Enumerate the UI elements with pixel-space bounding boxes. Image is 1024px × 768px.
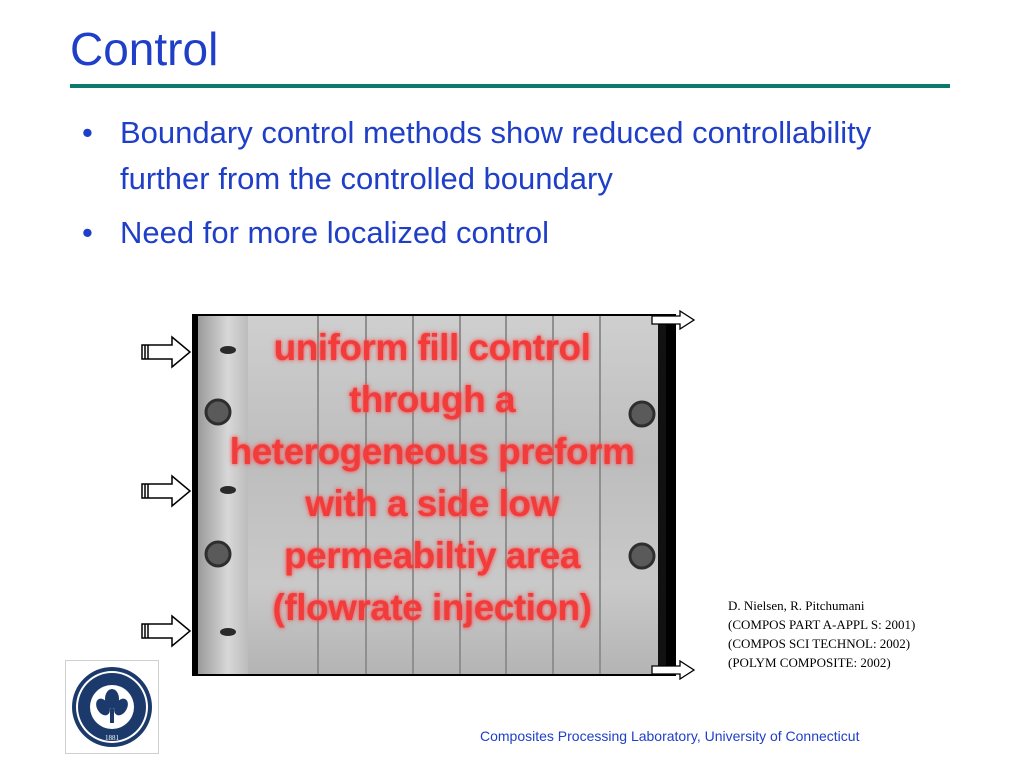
bullet-marker: • (82, 115, 93, 150)
bullet-marker: • (82, 215, 93, 250)
overlay-line: (flowrate injection) (272, 587, 592, 628)
overlay-line: heterogeneous preform (229, 431, 635, 472)
outlet-arrow-icon (650, 660, 696, 680)
bullet-item (82, 210, 882, 256)
inlet-arrow-icon (140, 335, 192, 369)
bullet-item (82, 110, 882, 202)
overlay-line: uniform fill control (273, 327, 591, 368)
citation-line: D. Nielsen, R. Pitchumani (728, 598, 865, 613)
overlay-caption (198, 322, 666, 634)
inlet-arrow-icon (140, 614, 192, 648)
citation (728, 596, 915, 672)
citation-line: (POLYM COMPOSITE: 2002) (728, 655, 891, 670)
overlay-line: through a (348, 379, 516, 420)
citation-line: (COMPOS PART A-APPL S: 2001) (728, 617, 916, 632)
seal-year: 1881 (105, 734, 119, 742)
outlet-arrow-icon (650, 310, 696, 330)
university-seal-icon (66, 661, 158, 753)
title-divider (70, 84, 950, 88)
bullet-list (82, 110, 882, 264)
footer-text: Composites Processing Laboratory, University of Connecticut (480, 728, 860, 744)
university-logo (65, 660, 159, 754)
citation-line: (COMPOS SCI TECHNOL: 2002) (728, 636, 911, 651)
overlay-line: permeabiltiy area (284, 535, 580, 576)
experiment-photo (192, 314, 676, 676)
slide-title: Control (70, 23, 219, 75)
overlay-line: with a side low (305, 483, 559, 524)
bullet-text: Need for more localized control (120, 215, 550, 250)
inlet-arrow-icon (140, 474, 192, 508)
preform-image (198, 316, 666, 674)
bullet-text: Boundary control methods show reduced controllability further from the controlled boundary (120, 115, 872, 196)
